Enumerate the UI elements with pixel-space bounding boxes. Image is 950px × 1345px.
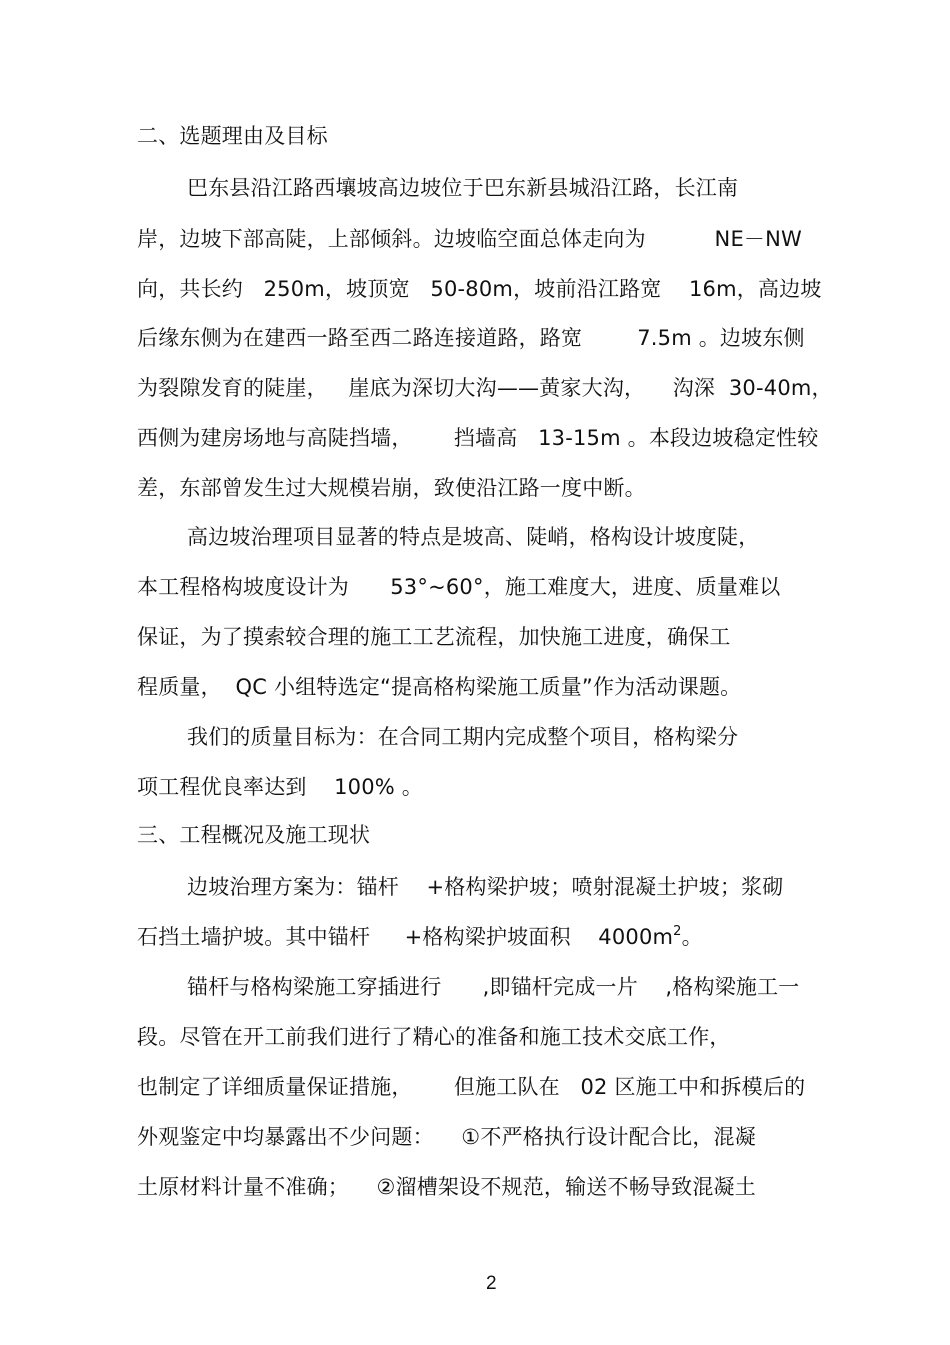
paragraph-line: 土原材料计量不准确； ②溜槽架设不规范，输送不畅导致混凝土 [137,1175,756,1199]
paragraph-line: 后缘东侧为在建西一路至西二路连接道路，路宽 7.5m 。边坡东侧 [137,326,805,350]
paragraph-line: 程质量， QC 小组特选定“提高格构梁施工质量”作为活动课题。 [137,675,742,699]
paragraph-line: 巴东县沿江路西壤坡高边坡位于巴东新县城沿江路，长江南 [187,176,739,200]
area-superscript: 2 [673,924,682,939]
paragraph-line: 锚杆与格构梁施工穿插进行 ,即锚杆完成一片 ,格构梁施工一 [187,975,800,999]
paragraph-line: 我们的质量目标为：在合同工期内完成整个项目，格构梁分 [187,725,739,749]
area-line-suffix: 。 [681,925,703,949]
paragraph-line: 段。尽管在开工前我们进行了精心的准备和施工技术交底工作， [137,1025,731,1049]
section-heading-2: 二、选题理由及目标 [137,124,328,148]
paragraph-line: 保证，为了摸索较合理的施工工艺流程，加快施工进度，确保工 [137,625,731,649]
paragraph-line: 边坡治理方案为：锚杆 +格构梁护坡；喷射混凝土护坡；浆砌 [187,875,784,899]
paragraph-line [137,924,703,950]
paragraph-line: 也制定了详细质量保证措施， 但施工队在 02 区施工中和拆模后的 [137,1075,806,1099]
paragraph-line: 外观鉴定中均暴露出不少问题： ①不严格执行设计配合比，混凝 [137,1125,756,1149]
page-number: 2 [486,1273,497,1294]
paragraph-line: 西侧为建房场地与高陡挡墙， 挡墙高 13-15m 。本段边坡稳定性较 [137,426,819,450]
section-heading-3: 三、工程概况及施工现状 [137,823,371,847]
paragraph-line: 岸，边坡下部高陡，上部倾斜。边坡临空面总体走向为 NE－NW [137,227,803,251]
paragraph-line: 差，东部曾发生过大规模岩崩，致使沿江路一度中断。 [137,476,646,500]
area-line-text: 石挡土墙护坡。其中锚杆 +格构梁护坡面积 4000m [137,925,674,949]
paragraph-line: 本工程格构坡度设计为 53°~60°，施工难度大，进度、质量难以 [137,575,781,599]
paragraph-line: 高边坡治理项目显著的特点是坡高、陡峭，格构设计坡度陡， [187,525,760,549]
paragraph-line: 向，共长约 250m，坡顶宽 50-80m，坡前沿江路宽 16m，高边坡 [137,277,822,301]
paragraph-line: 为裂隙发育的陡崖， 崖底为深切大沟——黄家大沟， 沟深 30-40m， [137,376,833,400]
paragraph-line: 项工程优良率达到 100% 。 [137,775,424,799]
